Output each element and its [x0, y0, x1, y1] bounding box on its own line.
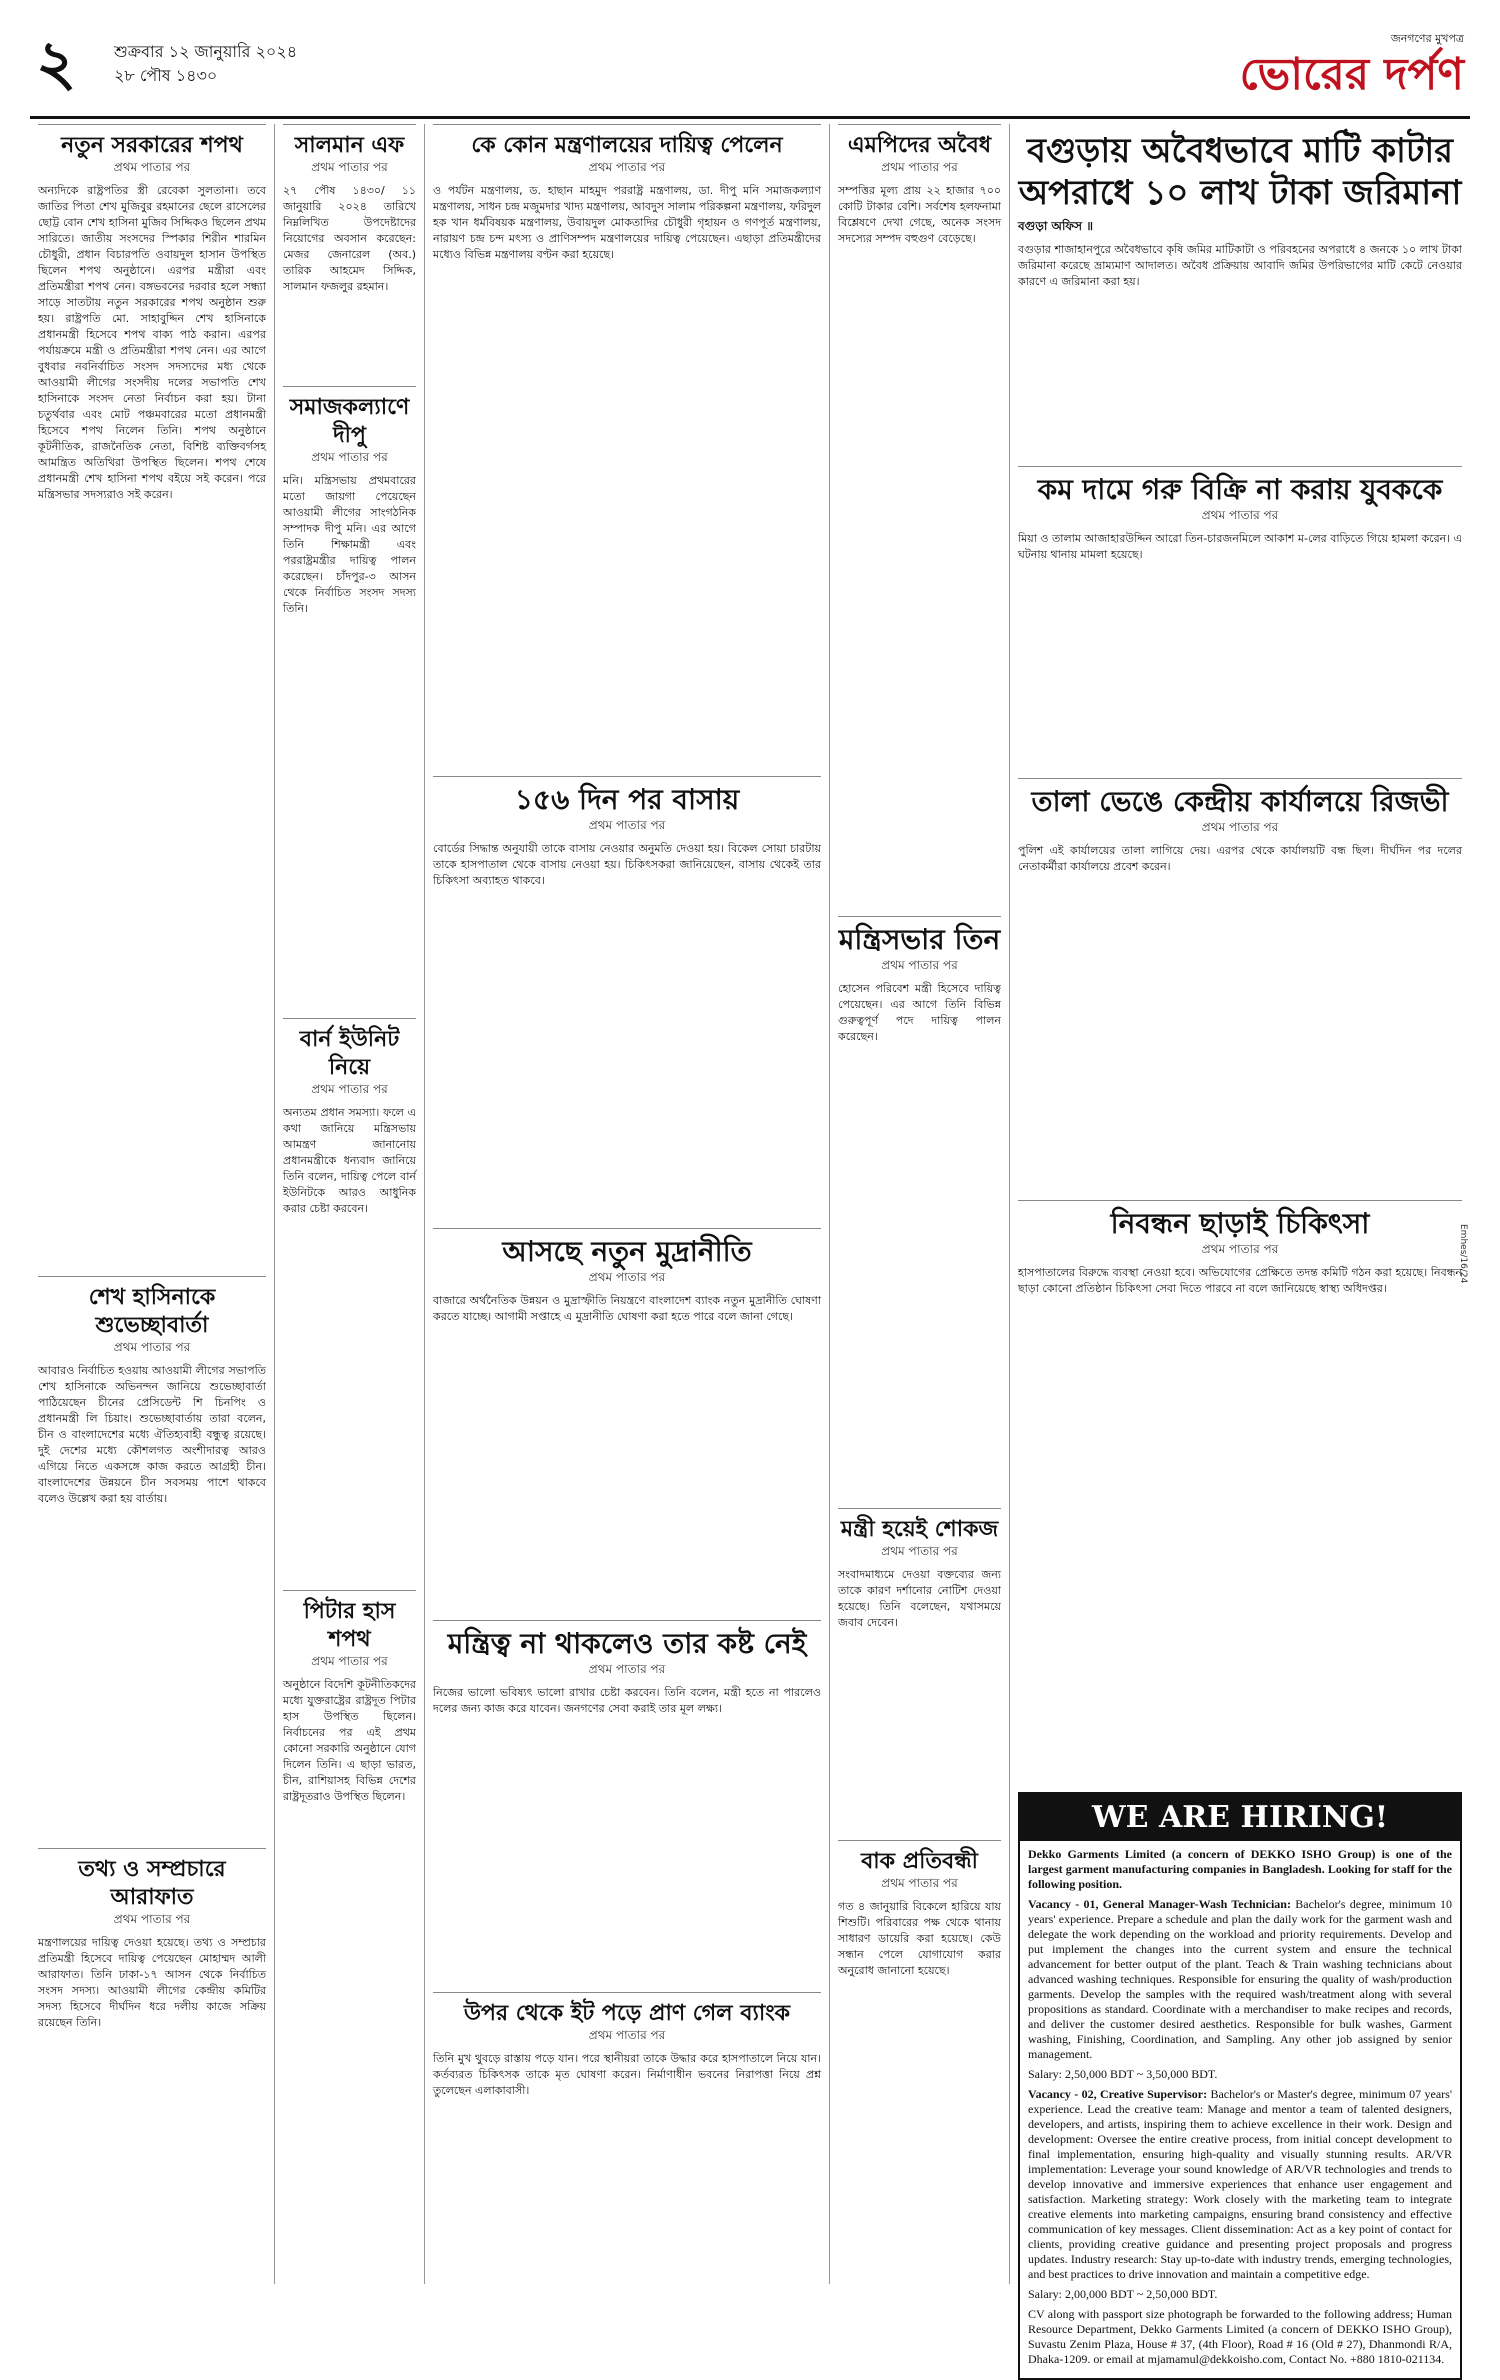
continued-label: প্রথম পাতার পর	[881, 958, 958, 972]
article-body: তিনি মুখ থুবড়ে রাস্তায় পড়ে যান। পরে স্থানীয়রা তাকে উদ্ধার করে হাসপাতালে নিয়ে যান। কর্তব্যরত চিকিৎসক তাকে মৃত ঘোষণা করেন। নির্মাণাধীন ভবনের নিরাপত্তা নিয়ে প্রশ্ন তুলেছেন এলাকাবাসী।	[433, 2052, 821, 2097]
date-gregorian: শুক্রবার ১২ জানুয়ারি ২০২৪	[114, 42, 298, 61]
continued-label: প্রথম পাতার পর	[113, 1340, 191, 1354]
article-headline: মন্ত্রিসভার তিন	[838, 916, 1001, 957]
ad-code: Emhes/16/24	[1458, 1224, 1468, 1284]
article-headline: নতুন সরকারের শপথ	[38, 124, 266, 159]
logo-tagline: জনগণের মুখপত্র	[1390, 32, 1464, 45]
vacancy-1-text: Bachelor's degree, minimum 10 years' experience. Prepare a schedule and plan the daily work for the garment wash and delegate the work depending on the workload and priority requirements. Develop and put implement the changes into the current system and ensure the technical advancement for better output of the plant. Teach & Train washing technicians about advanced washing techniques. Responsible for ensuring the quality of wash/production garments. Develop the samples with the required wash/treatment along with several propositions as standard. Coordinate with a merchandiser to make recipes and records, and deliver the customer desired aesthetics. Responsible for bulk washes, Garment washing, Finishing, Coordination, and Sampling. Any other job assigned by senior management.	[1028, 1897, 1453, 2061]
article-body: মন্ত্রণালয়ের দায়িত্ব দেওয়া হয়েছে। তথ্য ও সম্প্রচার প্রতিমন্ত্রী হিসেবে দায়িত্ব পেয়েছেন মোহাম্মদ আলী আরাফাত। তিনি ঢাকা-১৭ আসন থেকে নির্বাচিত সংসদ সদস্য। আওয়ামী লীগের কেন্দ্রীয় কমিটির সদস্য হিসেবে দীর্ঘদিন ধরে দলীয় কাজে সক্রিয় রয়েছেন তিনি।	[38, 1936, 266, 2029]
article-headline: মন্ত্রী হয়েই শোকজ	[838, 1508, 1001, 1543]
continued-label: প্রথম পাতার পর	[311, 160, 388, 174]
vacancy-2-title: Vacancy - 02, Creative Supervisor:	[1028, 2087, 1208, 2101]
vacancy-1-title: Vacancy - 01, General Manager-Wash Technician:	[1028, 1897, 1291, 1911]
job-advertisement	[1018, 1792, 1462, 2380]
continued-label: প্রথম পাতার পর	[881, 160, 958, 174]
article-cabinet-three	[838, 916, 1001, 1496]
byline: বগুড়া অফিস ॥	[1018, 219, 1094, 233]
date-bengali: ২৮ পৌষ ১৪৩০	[114, 66, 218, 85]
article-headline: উপর থেকে ইট পড়ে প্রাণ গেল ব্যাংক	[433, 1992, 821, 2027]
article-burn-unit	[283, 1018, 416, 1578]
article-headline: সালমান এফ	[283, 124, 416, 159]
article-body: ২৭ পৌষ ১৪৩০/ ১১ জানুয়ারি ২০২৪ তারিখে নিম্নলিখিত উপদেষ্টাদের নিয়োগের অবসান করেছেন: মেজর জেনারেল (অব.) তারিক আহমেদ সিদ্দিক, সালমান ফজলুর রহমান।	[283, 184, 416, 293]
article-headline: বার্ন ইউনিট নিয়ে	[283, 1018, 416, 1081]
article-headline: তথ্য ও সম্প্রচারে আরাফাত	[38, 1848, 266, 1911]
column-1	[30, 124, 275, 2284]
continued-label: প্রথম পাতার পর	[881, 1876, 958, 1890]
article-156-days	[433, 776, 821, 1216]
article-body: অনুষ্ঠানে বিদেশি কূটনীতিকদের মধ্যে যুক্তরাষ্ট্রের রাষ্ট্রদূত পিটার হাস উপস্থিত ছিলেন। নির্বাচনের পর এই প্রথম কোনো সরকারি অনুষ্ঠানে যোগ দিলেন তিনি। এ ছাড়া ভারত, চীন, রাশিয়াসহ বিভিন্ন দেশের রাষ্ট্রদূতরাও উপস্থিত ছিলেন।	[283, 1678, 416, 1803]
article-body: বগুড়ার শাজাহানপুরে অবৈধভাবে কৃষি জমির মাটিকাটা ও পরিবহনের অপরাধে ৪ জনকে ১০ লাখ টাকা জরিমানা করেছে ভ্রাম্যমাণ আদালত। অবৈধ প্রক্রিয়ায় আবাদি জমির উপরিভাগের মাটি কেটে নেওয়ার কারণে এ জরিমানা করা হয়।	[1018, 243, 1462, 288]
vacancy-1-salary: Salary: 2,50,000 BDT ~ 3,50,000 BDT.	[1028, 2067, 1218, 2081]
article-headline: কম দামে গরু বিক্রি না করায় যুবককে	[1018, 466, 1462, 507]
vacancy-1	[1028, 1897, 1452, 2062]
continued-label: প্রথম পাতার পর	[311, 1654, 388, 1668]
article-body: সংবাদমাধ্যমে দেওয়া বক্তব্যের জন্য তাকে কারণ দর্শানোর নোটিশ দেওয়া হয়েছে। তিনি বলেছেন, যথাসময়ে জবাব দেবেন।	[838, 1568, 1001, 1629]
article-headline: নিবন্ধন ছাড়াই চিকিৎসা	[1018, 1200, 1462, 1241]
article-unregistered-treatment	[1018, 1200, 1462, 1780]
continued-label: প্রথম পাতার পর	[588, 1662, 666, 1676]
article-body: আবারও নির্বাচিত হওয়ায় আওয়ামী লীগের সভাপতি শেখ হাসিনাকে অভিনন্দন জানিয়ে শুভেচ্ছাবার্তা পাঠিয়েছেন চীনের প্রেসিডেন্ট শি চিনপিং ও প্রধানমন্ত্রী লি চিয়াং। শুভেচ্ছাবার্তায় তারা বলেন, চীন ও বাংলাদেশের মধ্যে ঐতিহ্যবাহী বন্ধুত্ব রয়েছে। দুই দেশের মধ্যে কৌশলগত অংশীদারত্ব আরও এগিয়ে নিতে একসঙ্গে কাজ করতে আগ্রহী চীন। বাংলাদেশের উন্নয়নে চীন সবসময় পাশে থাকবে বলেও উল্লেখ করা হয় বার্তায়।	[38, 1364, 266, 1505]
continued-label: প্রথম পাতার পর	[311, 450, 388, 464]
article-headline: সমাজকল্যাণে দীপু	[283, 386, 416, 449]
continued-label: প্রথম পাতার পর	[1201, 1242, 1279, 1256]
article-rizvi-office	[1018, 778, 1462, 1188]
article-monetary-policy	[433, 1228, 821, 1608]
article-headline: বাক প্রতিবন্ধী	[838, 1840, 1001, 1875]
article-headline: মন্ত্রিত্ব না থাকলেও তার কষ্ট নেই	[433, 1620, 821, 1661]
article-greetings	[38, 1276, 266, 1836]
article-mp-illegal	[838, 124, 1001, 904]
continued-label: প্রথম পাতার পর	[1201, 508, 1279, 522]
article-no-ministry	[433, 1620, 821, 1980]
column-2	[275, 124, 425, 2284]
newspaper-logo	[1240, 30, 1464, 101]
article-headline: এমপিদের অবৈধ	[838, 124, 1001, 159]
column-5	[1010, 124, 1470, 2366]
article-dipu	[283, 386, 416, 1006]
article-headline: আসছে নতুন মুদ্রানীতি	[433, 1228, 821, 1269]
continued-label: প্রথম পাতার পর	[881, 1544, 958, 1558]
article-body: হোসেন পরিবেশ মন্ত্রী হিসেবে দায়িত্ব পেয়েছেন। এর আগে তিনি বিভিন্ন গুরুত্বপূর্ণ পদে দায়িত্ব পালন করেছেন।	[838, 982, 1001, 1043]
article-bogura-fine	[1018, 124, 1462, 454]
columns	[30, 124, 1470, 2366]
article-headline: তালা ভেঙে কেন্দ্রীয় কার্যালয়ে রিজভী	[1018, 778, 1462, 819]
article-body: বোর্ডের সিদ্ধান্ত অনুযায়ী তাকে বাসায় নেওয়ার অনুমতি দেওয়া হয়। বিকেল সোয়া চারটায় তাকে হাসপাতাল থেকে বাসায় নেওয়া হয়। চিকিৎসকরা জানিয়েছেন, বাসায় থেকেই তার চিকিৎসা অব্যাহত থাকবে।	[433, 842, 821, 887]
continued-label: প্রথম পাতার পর	[113, 160, 191, 174]
continued-label: প্রথম পাতার পর	[113, 1912, 191, 1926]
article-body: অন্যদিকে রাষ্ট্রপতির স্ত্রী রেবেকা সুলতানা। তবে জাতির পিতা শেখ মুজিবুর রহমানের ছেলে রাসেলের ছোট্ট বোন শেখ হাসিনা মুজিব সিদ্দিকও ছিলেন প্রথম সারিতে। জাতীয় সংসদের স্পিকার শিরীন শারমিন চৌধুরী, প্রধান বিচারপতি ওবায়দুল হাসান উপস্থিত ছিলেন শপথ অনুষ্ঠানে। এরপর মন্ত্রীরা এবং প্রতিমন্ত্রীরা শপথ নেন। বঙ্গভবনের দরবার হলে সন্ধ্যা সাড়ে সাতটায় নতুন সরকারের শপথ অনুষ্ঠান শুরু হয়। রাষ্ট্রপতি মো. সাহাবুদ্দিন শেখ হাসিনাকে প্রধানমন্ত্রী হিসেবে শপথ বাক্য পাঠ করান। এরপর পর্যায়ক্রমে মন্ত্রী ও প্রতিমন্ত্রীরা শপথ নেন। এর আগে বুধবার নবনির্বাচিত সংসদ সদস্যদের মধ্য থেকে আওয়ামী লীগের সংসদীয় দলের সভাপতি শেখ হাসিনাকে সংসদ নেতা নির্বাচন করা হয়। টানা চতুর্থবার এবং মোট পঞ্চমবারের মতো প্রধানমন্ত্রী হিসেবে শপথ নিলেন তিনি। শপথ অনুষ্ঠানে কূটনীতিক, রাজনৈতিক নেতা, বিশিষ্ট ব্যক্তিবর্গসহ আমন্ত্রিত অতিথিরা উপস্থিত ছিলেন। শপথ শেষে প্রধানমন্ত্রী শেখ হাসিনা শপথ বইয়ে সই করেন। পরে মন্ত্রিসভার সদস্যরাও সই করেন।	[38, 184, 266, 501]
page-number: ২	[36, 26, 77, 99]
article-headline: কে কোন মন্ত্রণালয়ের দায়িত্ব পেলেন	[433, 124, 821, 159]
article-body: পুলিশ এই কার্যালয়ের তালা লাগিয়ে দেয়। এরপর থেকে কার্যালয়টি বন্ধ ছিল। দীর্ঘদিন পর দলের নেতাকর্মীরা কার্যালয়ে প্রবেশ করেন।	[1018, 844, 1462, 873]
article-ministries	[433, 124, 821, 764]
hiring-title: WE ARE HIRING!	[1020, 1794, 1460, 1841]
article-body: অন্যতম প্রধান সমস্যা। ফলে এ কথা জানিয়ে মন্ত্রিসভায় আমন্ত্রণ জানানোয় প্রধানমন্ত্রীকে ধন্যবাদ জানিয়ে তিনি বলেন, দায়িত্ব পেলে বার্ন ইউনিটকে আরও আধুনিক করার চেষ্টা করবেন।	[283, 1106, 416, 1215]
article-body: মিয়া ও তালাম আজাহারউদ্দিন আরো তিন-চারজনমিলে আকাশ ম-লের বাড়িতে গিয়ে হামলা করেন। এ ঘটনায় থানায় মামলা হয়েছে।	[1018, 532, 1462, 561]
article-speech-impaired	[838, 1840, 1001, 1979]
article-headline: ১৫৬ দিন পর বাসায়	[433, 776, 821, 817]
article-headline: বগুড়ায় অবৈধভাবে মাটি কাটার অপরাধে ১০ লাখ টাকা জরিমানা	[1018, 131, 1462, 213]
vacancy-2-text: Bachelor's or Master's degree, minimum 07 years' experience. Lead the creative team: Manage and mentor a team of talented designers, developers, and artists, inspiring them to achieve excellence in their work. Design and development: Oversee the entire creative process, from initial concept development to final implementation, ensuring high-quality and visually stunning results. AR/VR implementation: Leverage your sound knowledge of AR/VR technologies and trends to develop innovative and immersive experiences that enhance user engagement and satisfaction. Marketing strategy: Work closely with the marketing team to integrate creative elements into marketing campaigns, ensuring brand consistency and effective communication of key messages. Client dissemination: Act as a key point of contact for clients, providing creative guidance and presenting project proposals and progress updates. Industry research: Stay up-to-date with industry trends, emerging technologies, and best practices to drive innovation and maintain a competitive edge.	[1028, 2087, 1452, 2281]
article-info-ministry	[38, 1848, 266, 2031]
article-body: ও পর্যটন মন্ত্রণালয়, ড. হাছান মাহমুদ পররাষ্ট্র মন্ত্রণালয়, ডা. দীপু মনি সমাজকল্যাণ মন্ত্রণালয়, সাধন চন্দ্র মজুমদার খাদ্য মন্ত্রণালয়, আবদুস সালাম পরিকল্পনা মন্ত্রণালয়, ফরিদুল হক খান ধর্মবিষয়ক মন্ত্রণালয়, উবায়দুল মোকতাদির চৌধুরী গৃহায়ন ও গণপূর্ত মন্ত্রণালয়, নারায়ণ চন্দ্র চন্দ মৎস্য ও প্রাণিসম্পদ মন্ত্রণালয়ের দায়িত্ব পেয়েছেন। এছাড়া প্রতিমন্ত্রীদের মধ্যেও বিভিন্ন মন্ত্রণালয় বণ্টন করা হয়েছে।	[433, 184, 821, 261]
continued-label: প্রথম পাতার পর	[588, 2028, 666, 2042]
date-line	[114, 40, 297, 88]
article-brick-fall	[433, 1992, 821, 2099]
continued-label: প্রথম পাতার পর	[1201, 820, 1279, 834]
column-3	[425, 124, 830, 2284]
article-cow-sale	[1018, 466, 1462, 766]
hiring-body	[1020, 1841, 1460, 2378]
article-body: বাজারে অর্থনৈতিক উন্নয়ন ও মুদ্রাস্ফীতি নিয়ন্ত্রণে বাংলাদেশ ব্যাংক নতুন মুদ্রানীতি ঘোষণা করতে যাচ্ছে। আগামী সপ্তাহে এ মুদ্রানীতি ঘোষণা করা হতে পারে বলে জানা গেছে।	[433, 1294, 821, 1323]
newspaper-page	[30, 20, 1470, 2366]
article-salman	[283, 124, 416, 374]
vacancy-2	[1028, 2087, 1452, 2282]
continued-label: প্রথম পাতার পর	[588, 818, 666, 832]
article-body: নিজের ভালো ভবিষ্যৎ ভালো রাখার চেষ্টা করবেন। তিনি বলেন, মন্ত্রী হতে না পারলেও দলের জন্য কাজ করে যাবেন। জনগণের সেবা করাই তার মূল লক্ষ্য।	[433, 1686, 821, 1715]
logo-name: ভোরের দর্পণ	[1239, 49, 1464, 100]
article-body: মনি। মন্ত্রিসভায় প্রথমবারের মতো জায়গা পেয়েছেন আওয়ামী লীগের সাংগঠনিক সম্পাদক দীপু মনি। এর আগে তিনি শিক্ষামন্ত্রী এবং পররাষ্ট্রমন্ত্রীর দায়িত্ব পালন করেছেন। চাঁদপুর-৩ আসন থেকে নির্বাচিত সংসদ সদস্য তিনি।	[283, 474, 416, 615]
article-peter-haas	[283, 1590, 416, 1805]
article-body: হাসপাতালের বিরুদ্ধে ব্যবস্থা নেওয়া হবে। অভিযোগের প্রেক্ষিতে তদন্ত কমিটি গঠন করা হয়েছে। নিবন্ধন ছাড়া কোনো প্রতিষ্ঠান চিকিৎসা সেবা দিতে পারবে না বলে জানিয়েছে স্বাস্থ্য অধিদপ্তর।	[1018, 1266, 1462, 1295]
column-4	[830, 124, 1010, 2284]
continued-label: প্রথম পাতার পর	[311, 1082, 388, 1096]
masthead	[30, 20, 1470, 119]
cv-instructions: CV along with passport size photograph be forwarded to the following address; Human Resource Department, Dekko Garments Limited (a concern of DEKKO ISHO Group), Suvastu Zenim Plaza, House # 37, (4th Floor), Road # 16 (Old # 27), Dhanmondi R/A, Dhaka-1209. or email at mjamamul@dekkoisho.com, Contact No. +880 1810-021134.	[1028, 2307, 1452, 2366]
continued-label: প্রথম পাতার পর	[588, 160, 666, 174]
article-headline: শেখ হাসিনাকে শুভেচ্ছাবার্তা	[38, 1276, 266, 1339]
article-body: সম্পত্তির মূল্য প্রায় ২২ হাজার ৭০০ কোটি টাকার বেশি। সর্বশেষ হলফনামা বিশ্লেষণে দেখা গেছে, অনেক সংসদ সদস্যের সম্পদ বহুগুণ বেড়েছে।	[838, 184, 1001, 245]
hiring-intro: Dekko Garments Limited (a concern of DEKKO ISHO Group) is one of the largest garment manufacturing companies in Bangladesh. Looking for staff for the following position.	[1028, 1847, 1452, 1891]
vacancy-2-salary: Salary: 2,00,000 BDT ~ 2,50,000 BDT.	[1028, 2287, 1218, 2301]
article-headline: পিটার হাস শপথ	[283, 1590, 416, 1653]
article-showcause	[838, 1508, 1001, 1828]
article-body: গত ৪ জানুয়ারি বিকেলে হারিয়ে যায় শিশুটি। পরিবারের পক্ষ থেকে থানায় সাধারণ ডায়েরি করা হয়েছে। কেউ সন্ধান পেলে যোগাযোগ করার অনুরোধ জানানো হয়েছে।	[838, 1900, 1001, 1977]
article-new-govt-oath	[38, 124, 266, 1264]
continued-label: প্রথম পাতার পর	[588, 1270, 666, 1284]
